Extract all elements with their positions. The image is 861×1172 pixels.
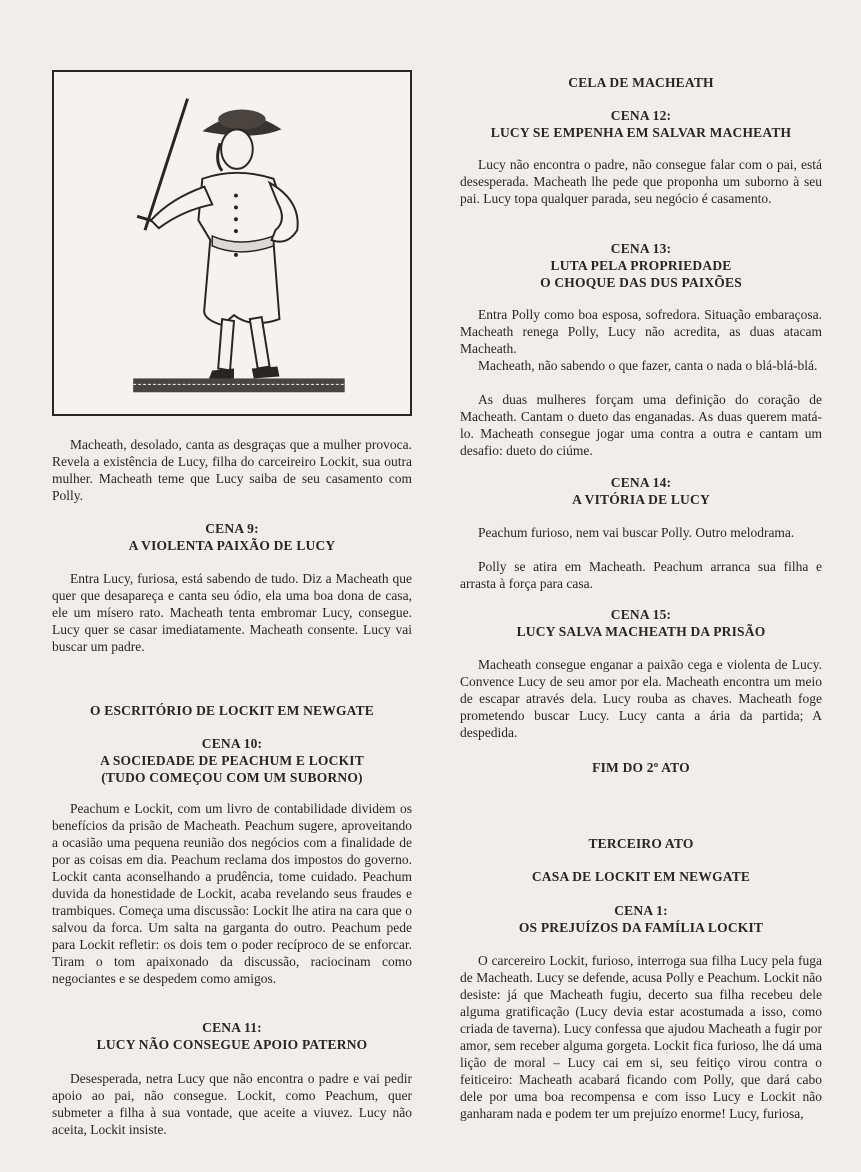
- scene-title: OS PREJUÍZOS DA FAMÍLIA LOCKIT: [518, 920, 764, 935]
- swordsman-illustration: [54, 72, 410, 414]
- location-heading: CELA DE MACHEATH: [568, 75, 714, 90]
- act-end-heading: FIM DO 2º ATO: [592, 760, 690, 775]
- location-heading: CASA DE LOCKIT EM NEWGATE: [531, 869, 751, 884]
- scene-number: CENA 14:: [610, 475, 672, 490]
- illustration-frame: [52, 70, 412, 416]
- illustration-caption: Macheath, desolado, canta as desgraças que a mulher provoca. Revela a existência de Lucy, filha do carceireiro Lockit, sua outra mulher. Macheath teme que Lucy saiba de seu casamento com Polly.: [52, 437, 412, 503]
- scene-paragraph: As duas mulheres forçam uma definição do coração de Macheath. Cantam o dueto das enganadas. As duas querem matá-lo. Macheath consegue jogar uma contra a outra e cantam um desafio: dueto do ciúme.: [460, 392, 822, 458]
- scene-title: A VIOLENTA PAIXÃO DE LUCY: [128, 538, 336, 553]
- scene-paragraph: Lucy não encontra o padre, não consegue falar com o pai, está desesperada. Macheath lhe pede que proponha um suborno à seu pai. Lucy topa qualquer parada, seu negócio é casamento.: [460, 157, 822, 206]
- scene-subtitle: O CHOQUE DAS DUS PAIXÕES: [540, 275, 742, 290]
- scene-title: LUCY NÃO CONSEGUE APOIO PATERNO: [96, 1037, 368, 1052]
- scene-paragraph: Entra Polly como boa esposa, sofredora. Situação embaraçosa. Macheath renega Polly, Lucy não acredita, as duas atacam Macheath.: [460, 307, 822, 356]
- scene-number: CENA 13:: [610, 241, 672, 256]
- scene-number: CENA 15:: [610, 607, 672, 622]
- scene-subtitle: (TUDO COMEÇOU COM UM SUBORNO): [101, 770, 363, 785]
- act-heading: TERCEIRO ATO: [588, 836, 694, 851]
- scene-paragraph: Peachum e Lockit, com um livro de contabilidade dividem os benefícios da prisão de Macheath. Peachum sugere, aproveitando a ocasião uma pequena reunião dos negócios com a finalidade de por as coisas em dia. Peachum reclama dos impostos do governo. Lockit canta aconselhando a prudência, tome cuidado. Peachum duvida da honestidade de Lockit, acaba revelando seus fraudes e trambiques. Começa uma discussão: Lockit lhe atira na cara que o salvou da forca. Um salta na garganta do outro. Peachum pede para Lockit refletir: os dois tem o poder recíproco de se enforcar. Tiram o tom apaixonado da discussão, raciocinam como negociantes e se despedem como amigos.: [52, 801, 412, 986]
- scene-title: LUTA PELA PROPRIEDADE: [550, 258, 732, 273]
- scene-number: CENA 11:: [202, 1020, 262, 1035]
- scene-title: LUCY SALVA MACHEATH DA PRISÃO: [516, 624, 766, 639]
- scene-paragraph: Desesperada, netra Lucy que não encontra o padre e vai pedir apoio ao pai, não consegue. Lockit, como Peachum, quer submeter a filha à sua vontade, que aceite a viuvez. Lucy não aceita, Lockit insiste.: [52, 1071, 412, 1137]
- scene-paragraph: Macheath consegue enganar a paixão cega e violenta de Lucy. Convence Lucy de seu amor por ela. Macheath encontra um meio de escapar através dela. Lucy rouba as chaves. Macheath foge prometendo buscar Lucy. Lucy canta a ária da partida; A despedida.: [460, 657, 822, 740]
- scene-paragraph: Peachum furioso, nem vai buscar Polly. Outro melodrama.: [478, 525, 795, 540]
- scene-paragraph: Macheath, não sabendo o que fazer, canta o nada o blá-blá-blá.: [478, 358, 818, 373]
- scene-paragraph: Polly se atira em Macheath. Peachum arranca sua filha e arrasta à força para casa.: [460, 559, 822, 591]
- scene-title: A SOCIEDADE DE PEACHUM E LOCKIT: [100, 753, 364, 768]
- scene-paragraph: O carcereiro Lockit, furioso, interroga sua filha Lucy pela fuga de Macheath. Lucy se defende, acusa Polly e Peachum. Lockit não desiste: já que Macheath fugiu, decerto sua filha recebeu dele alguma gratificação (Lucy devia estar acostumada a isso, como criada de taverna). Lucy confessa que ajudou Macheath a fugir por amor, sem receber alguma gorgeta. Lockit fica furioso, lhe dá uma lição de moral – Lucy cai em si, seu feitiço virou contra o feiticeiro: Macheath acabará ficando com Polly, que dará cabo dele por uma boa recompensa e com isso Lucy e Lockit não ganharam nada e podem ter um prejuízo enorme! Lucy, furiosa,: [460, 953, 822, 1121]
- scene-title: A VITÓRIA DE LUCY: [572, 492, 710, 507]
- location-heading: O ESCRITÓRIO DE LOCKIT EM NEWGATE: [89, 703, 375, 718]
- scene-number: CENA 10:: [201, 736, 263, 751]
- scene-number: CENA 12:: [610, 108, 672, 123]
- scene-number: CENA 1:: [614, 903, 668, 918]
- scene-number: CENA 9:: [205, 521, 259, 536]
- scene-title: LUCY SE EMPENHA EM SALVAR MACHEATH: [490, 125, 792, 140]
- scene-paragraph: Entra Lucy, furiosa, está sabendo de tudo. Diz a Macheath que quer que desapareça e canta seu ódio, ela uma boa dona de casa, ele um mísero rato. Macheath tenta embromar Lucy, consegue. Lucy quer se casar imediatamente. Macheath consente. Lucy vai buscar um padre.: [52, 571, 412, 654]
